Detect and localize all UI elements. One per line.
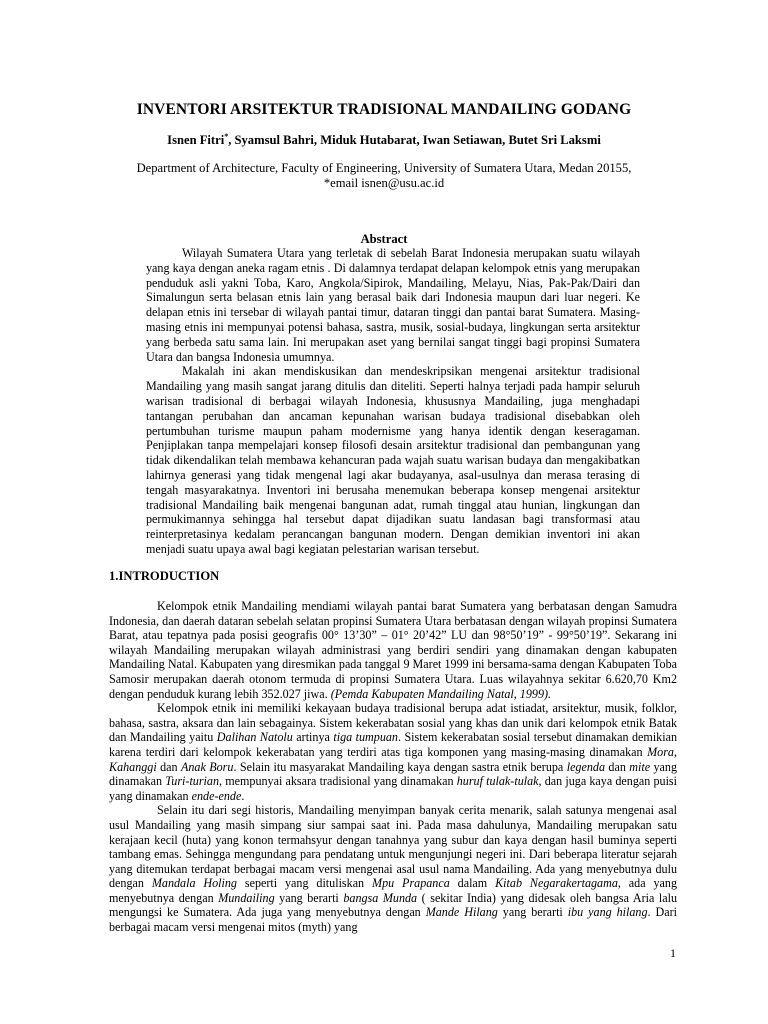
introduction-body bbox=[109, 599, 677, 935]
paragraph-text: Kelompok etnik Mandailing mendiami wilayah pantai barat Sumatera yang berbatasan dengan Samudra Indonesia, dan daerah dataran sebelah selatan propinsi Sumatera Utara berbatasan dengan wilayah propinsi Sumatera Barat, atau tepatnya pada posisi geografis 00° 13’30” – 01° 20’42” LU dan 98°50’19” - 99°50’19”. Sekarang ini wilayah Mandailing merupakan wilayah administrasi yang berdiri sendiri yang dinamakan dengan kabupaten Mandailing Natal. Kabupaten yang diresmikan pada tanggal 9 Maret 1999 ini bersama-sama dengan Kabupaten Toba Samosir merupakan daerah otonom termuda di propinsi Sumatera Utara. Luas wilayahnya sekitar 6.620,70 Km2 dengan penduduk kurang lebih 352.027 jiwa. bbox=[109, 599, 677, 701]
abstract-paragraph: Makalah ini akan mendiskusikan dan mendeskripsikan mengenai arsitektur tradisional Mandailing yang masih sangat jarang ditulis dan diteliti. Seperti halnya terjadi pada hampir seluruh warisan tradisional di berbagai wilayah Indonesia, khususnya Mandailing, juga menghadapi tantangan perubahan dan ancaman kepunahan warisan budaya tradisional disebabkan oleh pertumbuhan turisme maupun paham modernisme yang hanya identik dengan keseragaman. Penjiplakan tanpa mempelajari konsep filosofi desain arsitektur tradisional dan pembangunan yang tidak dikendalikan telah membawa kehancuran pada wajah suatu warisan budaya dan mengakibatkan lahirnya generasi yang tidak mengenal lagi akar budayanya, asal-usulnya dan merasa terasing di tengah masyarakatnya. Inventori ini berusaha menemukan beberapa konsep mengenai arsitektur tradisional Mandailing baik mengenai bangunan adat, rumah tinggal atau hunian, lingkungan dan permukimannya sehingga hal tersebut dapat dijadikan suatu landasan bagi transformasi atau reinterpretasinya kedalam perancangan bangunan modern. Dengan demikian inventori ini akan menjadi suatu upaya awal bagi kegiatan pelestarian warisan tersebut. bbox=[146, 364, 640, 556]
text-run: dan bbox=[156, 759, 181, 774]
text-run: seperti yang dituliskan bbox=[236, 876, 372, 891]
italic-term: Kitab Negarakertagama bbox=[495, 876, 618, 891]
italic-term: Anak Boru bbox=[181, 759, 234, 774]
text-run: . Selain itu masyarakat Mandailing kaya dengan sastra etnik berupa bbox=[233, 759, 567, 774]
abstract-body bbox=[146, 246, 640, 557]
italic-term: tiga tumpuan bbox=[333, 730, 398, 745]
italic-term: Turi-turian bbox=[165, 774, 220, 789]
affiliation-line: Department of Architecture, Faculty of Engineering, University of Sumatera Utara, Medan 20155, bbox=[136, 161, 632, 175]
text-run: dalam bbox=[449, 876, 496, 891]
italic-term: Mundailing bbox=[218, 890, 275, 905]
text-run: Selain itu dari segi historis, Mandailing menyimpan banyak cerita menarik, salah satunya mengenai asal usul Mandailing yang masih simpang siur sampai saat ini. Pada masa dahulunya, Mandailing merupakan satu kerajaan kecil (huta) yang konon termahsyur dengan tanahnya yang subur dan kaya dengan hasil buminya seperti tambang emas. Sehingga mengundang para pendatang untuk mengunjungi negeri ini. Dari beberapa literatur sejarah yang ditemukan terdapat berbagai macam versi mengenai asal usul nama Mandailing. Ada yang menyebutnya dulu dengan bbox=[109, 803, 677, 891]
abstract-heading: Abstract bbox=[360, 232, 408, 246]
text-run: yang berarti bbox=[274, 890, 344, 905]
text-run: . Dari berbagai macam versi mengenai mitos (myth) yang bbox=[109, 905, 677, 935]
citation: (Pemda Kabupaten Mandailing Natal, 1999). bbox=[330, 686, 552, 701]
text-run: , dan juga kaya dengan puisi yang dinamakan bbox=[109, 774, 677, 803]
body-paragraph bbox=[109, 803, 677, 934]
text-run: yang dinamakan bbox=[109, 759, 678, 789]
body-paragraph bbox=[109, 701, 677, 803]
italic-term: Mandala Holing bbox=[151, 876, 237, 891]
italic-term: legenda bbox=[566, 759, 605, 774]
italic-term: Mpu Prapanca bbox=[372, 876, 450, 891]
text-run: Kelompok etnik ini memiliki kekayaan budaya tradisional berupa adat istiadat, arsitektur, musik, folklor, bahasa, sastra, aksara dan lain sebagainya. Sistem kekerabatan sosial yang khas dan unik dari kelompok etnik Batak dan Mandailing yaitu bbox=[109, 701, 677, 745]
corresponding-mark: * bbox=[224, 132, 229, 141]
italic-term: bangsa Munda bbox=[343, 890, 418, 905]
affiliation-email: *email isnen@usu.ac.id bbox=[323, 176, 445, 190]
text-run: . bbox=[241, 788, 245, 803]
section-heading: 1.INTRODUCTION bbox=[109, 569, 220, 583]
italic-term: Mora bbox=[647, 744, 674, 759]
text-run: yang berarti bbox=[497, 905, 568, 920]
italic-term: Kahanggi bbox=[109, 759, 157, 774]
text-run: ( sekitar India) yang didesak oleh bangsa Aria lalu mengungsi ke Sumatera. Ada juga yang menyebutnya dengan bbox=[109, 890, 678, 920]
author-list bbox=[0, 132, 768, 148]
affiliation bbox=[0, 161, 768, 191]
paper-title: INVENTORI ARSITEKTUR TRADISIONAL MANDAILING GODANG bbox=[136, 101, 632, 118]
italic-term: ibu yang hilang bbox=[567, 905, 648, 920]
page-number: 1 bbox=[670, 946, 676, 960]
abstract-paragraph: Wilayah Sumatera Utara yang terletak di sebelah Barat Indonesia merupakan suatu wilayah yang kaya dengan aneka ragam etnis . Di dalamnya terdapat delapan kelompok etnis yang merupakan penduduk asli yakni Toba, Karo, Angkola/Sipirok, Mandailing, Melayu, Nias, Pak-Pak/Dairi dan Simalungun serta belasan etnis lain yang berasal baik dari Indonesia maupun dari luar negeri. Ke delapan etnis ini tersebar di wilayah pantai timur, dataran tinggi dan pantai barat Sumatera. Masing-masing etnis ini mempunyai potensi bahasa, sastra, musik, sosial-budaya, lingkungan serta arsitektur yang berbeda satu sama lain. Ini merupakan aset yang bernilai sangat tinggi bagi propinsi Sumatera Utara dan bangsa Indonesia umumnya. bbox=[146, 246, 640, 364]
text-run: , ada yang menyebutnya dengan bbox=[109, 876, 677, 905]
text-run: , bbox=[673, 744, 677, 759]
text-run: , mempunyai aksara tradisional yang dinamakan bbox=[219, 774, 457, 789]
text-run: . Sistem kekerabatan sosial tersebut dinamakan demikian karena terdiri dari kelompok kekerabatan yang terdiri atas tiga komponen yang masing-masing dinamakan bbox=[109, 730, 678, 759]
italic-term: mite bbox=[629, 759, 651, 774]
body-paragraph bbox=[109, 599, 677, 701]
first-author: Isnen Fitri bbox=[167, 133, 225, 148]
italic-term: Mande Hilang bbox=[425, 905, 498, 920]
text-run: artinya bbox=[292, 730, 334, 745]
italic-term: Dalihan Natolu bbox=[216, 730, 293, 745]
italic-term: ende-ende bbox=[191, 788, 242, 803]
italic-term: huruf tulak-tulak bbox=[456, 774, 539, 789]
other-authors: , Syamsul Bahri, Miduk Hutabarat, Iwan Setiawan, Butet Sri Laksmi bbox=[228, 133, 601, 148]
text-run: dan bbox=[605, 759, 630, 774]
